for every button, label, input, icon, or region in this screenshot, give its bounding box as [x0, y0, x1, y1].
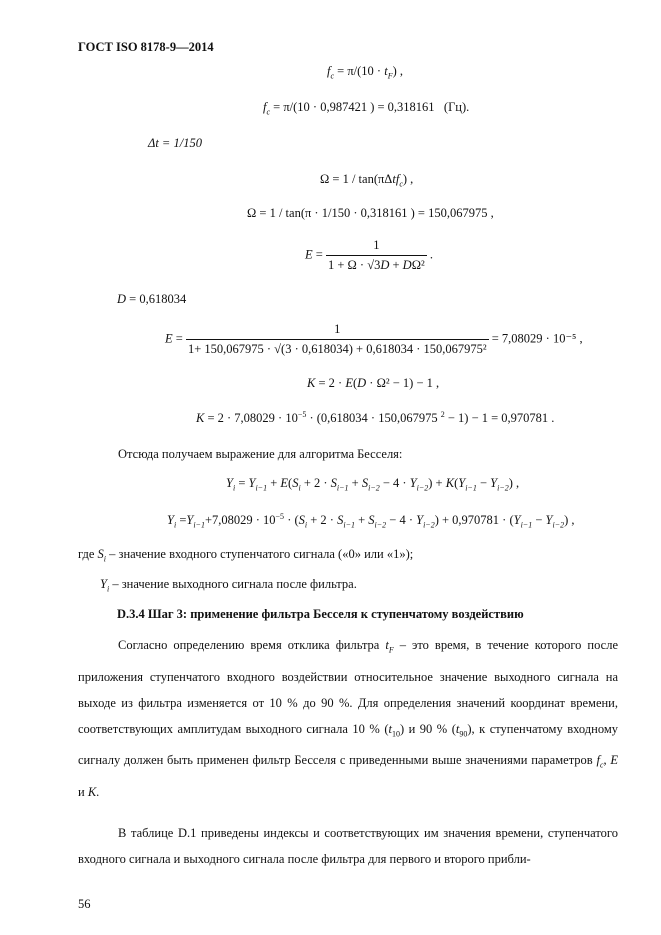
- equation-omega: Ω = 1 / tan(πΔtf$_c$) ,: [320, 172, 414, 189]
- delta-t-value: Δt = 1/150: [148, 136, 202, 150]
- equation-omega-value: Ω = 1 / tan(π · 1/150 · 0,318161 ) = 150,067975 ,: [247, 206, 494, 220]
- section-title: D.3.4 Шаг 3: применение фильтра Бесселя к ступенчатому воздействию: [117, 607, 524, 621]
- equation-e-general: E = $\frac{1}{\text{1 + Ω · √3D + DΩ²}}$ .: [305, 238, 433, 272]
- paragraph-response-time: Согласно определению время отклика фильтра $t_F$ – это время, в течение которого после приложения ступенчатого входного воздействии относительное значение выходного сигнала на выходе из фильтра изменяется от 10 % до 90 %. Для определения значений координат времени, соответствующих амплитудам выходного сигнала 10 % $(t_{10})$ и 90 % $(t_{90})$, к ступенчатому входному сигналу должен быть применен фильтр Бесселя с приведенными выше значениями параметров $f_c$, E и K.: [78, 638, 619, 799]
- where-output-signal: $Y_i$ – значение выходного сигнала после фильтра.: [100, 577, 357, 594]
- equation-bessel-value: $Y_i =Y_{i-1}+7,08029 \cdot 10^{-5} \cdot (S_i + 2 \cdot S_{i-1} + S_{i-2} - 4 \cdot Y_{i-2}) + 0,970781 \cdot (Y_{i-1} - Y_{i-2})$ ,: [167, 512, 575, 530]
- equation-bessel-general: $Y_i = Y_{i-1} + E(S_i + 2 \cdot S_{i-1} + S_{i-2} - 4 \cdot Y_{i-2}) + K(Y_{i-1} - Y_{i-2})$ ,: [226, 476, 520, 493]
- page-number: 56: [78, 897, 91, 911]
- where-input-signal: где $S_i$ – значение входного ступенчатого сигнала («0» или «1»);: [78, 547, 414, 564]
- document-header: ГОСТ ISO 8178-9—2014: [78, 40, 214, 54]
- equation-k-general: K = 2 · E(D · Ω² − 1) − 1 ,: [307, 376, 440, 390]
- paragraph-table-d1: В таблице D.1 приведены индексы и соответствующих им значения времени, ступенчатого входного сигнала и выходного сигнала после фильтра для первого и второго прибли-: [78, 826, 618, 866]
- intro-text: Отсюда получаем выражение для алгоритма Бесселя:: [118, 447, 403, 461]
- d-value: D = 0,618034: [117, 292, 187, 306]
- equation-cutoff-frequency-value: $f_c = \pi/(10 \cdot 0,987421$ ) = 0,318161 (Гц).: [263, 100, 470, 117]
- equation-cutoff-frequency: $f_c = \pi/(10 \cdot t_F)$ ,: [327, 64, 404, 81]
- equation-k-value: $K = 2 \cdot 7,08029 \cdot 10^{-5} \cdot (0,618034 \cdot 150,067975$ $^2$ − 1) − 1 = 0,970781 .: [196, 410, 555, 426]
- equation-e-value: E = $\frac{1}{\text{1+ 150,067975 · √(3 · 0,618034) + 0,618034 · 150,067975²}}$ = 7,08029 · 10⁻⁵ ,: [165, 322, 583, 356]
